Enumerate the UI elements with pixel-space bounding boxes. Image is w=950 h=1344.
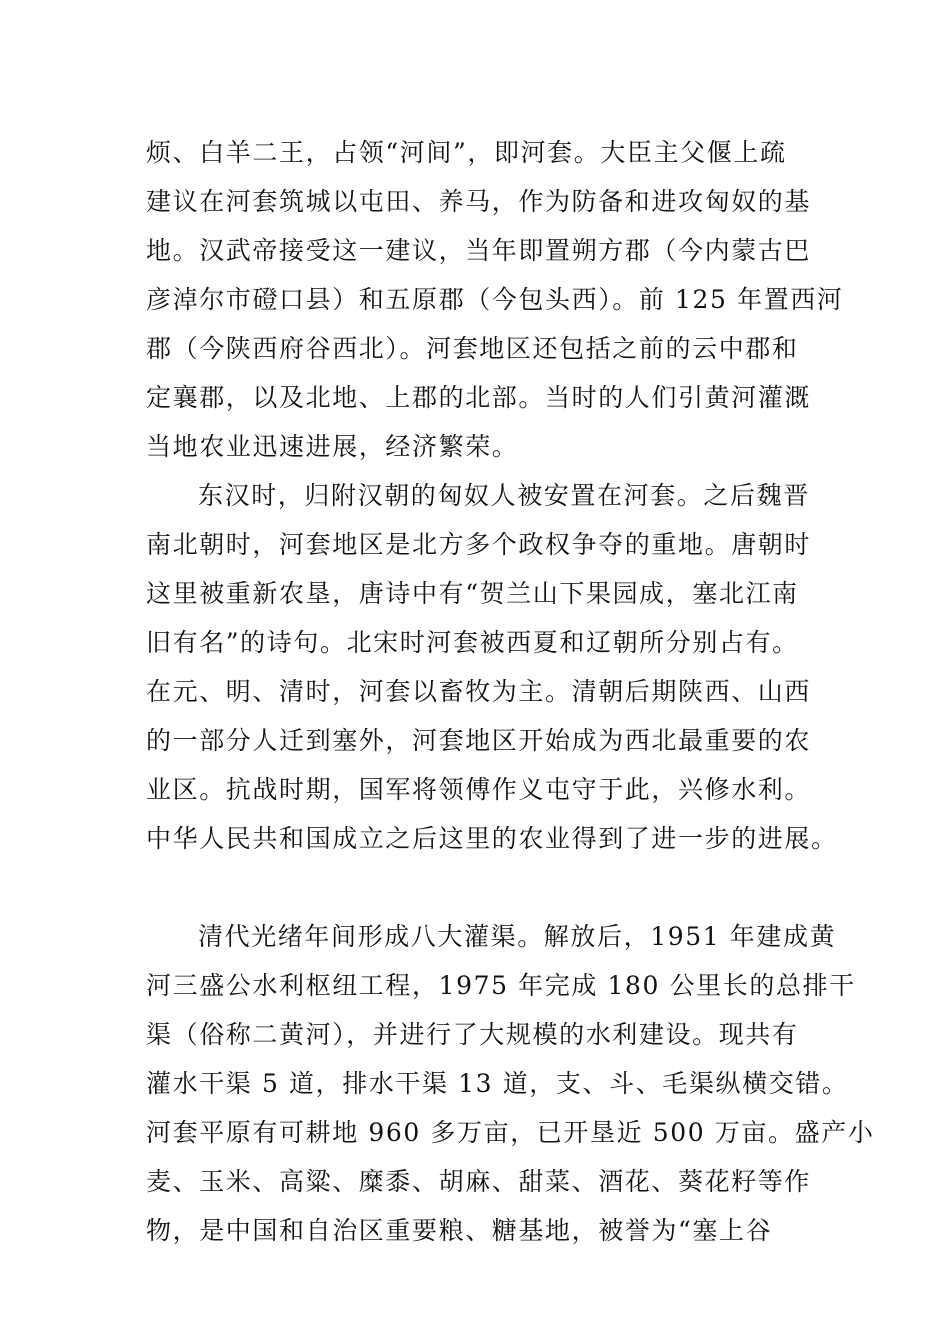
text-line: 南北朝时，河套地区是北方多个政权争夺的重地。唐朝时 (146, 530, 812, 559)
text-line (146, 863, 808, 912)
text-line: 业区。抗战时期，国军将领傅作义屯守于此，兴修水利。 (146, 775, 812, 804)
text-line-first: 清代光绪年间形成八大灌渠。解放后，1951 年建成黄 (198, 922, 837, 951)
text-line-first: 东汉时，归附汉朝的匈奴人被安置在河套。之后魏晋 (198, 481, 810, 510)
text-line: 烦、白羊二王，占领“河间”，即河套。大臣主父偃上疏 (146, 138, 787, 167)
text-line: 地。汉武帝接受这一建议，当年即置朔方郡（今内蒙古巴 (146, 236, 812, 265)
text-line: 中华人民共和国成立之后这里的农业得到了进一步的进展。 (146, 824, 838, 853)
text-line: 定襄郡，以及北地、上郡的北部。当时的人们引黄河灌溉 (146, 383, 812, 412)
text-line: 河套平原有可耕地 960 多万亩，已开垦近 500 万亩。盛产小 (146, 1118, 875, 1147)
text-line: 旧有名”的诗句。北宋时河套被西夏和辽朝所分别占有。 (146, 628, 799, 657)
text-line: 灌水干渠 5 道，排水干渠 13 道，支、斗、毛渠纵横交错。 (146, 1069, 849, 1098)
text-line: 麦、玉米、高粱、糜黍、胡麻、甜菜、酒花、葵花籽等作 (146, 1167, 812, 1196)
text-line: 的一部分人迁到塞外，河套地区开始成为西北最重要的农 (146, 726, 812, 755)
text-line: 这里被重新农垦，唐诗中有“贺兰山下果园成，塞北江南 (146, 579, 799, 608)
text-line: 彦淖尔市磴口县）和五原郡（今包头西）。前 125 年置西河 (146, 285, 844, 314)
text-line: 河三盛公水利枢纽工程，1975 年完成 180 公里长的总排干 (146, 971, 856, 1000)
text-line: 当地农业迅速进展，经济繁荣。 (146, 432, 519, 461)
text-line: 物，是中国和自治区重要粮、糖基地，被誉为“塞上谷 (146, 1216, 773, 1245)
text-line: 建议在河套筑城以屯田、养马，作为防备和进攻匈奴的基 (146, 187, 812, 216)
document-body (146, 128, 875, 1255)
text-line: 在元、明、清时，河套以畜牧为主。清朝后期陕西、山西 (146, 677, 812, 706)
text-line: 郡（今陕西府谷西北）。河套地区还包括之前的云中郡和 (146, 334, 799, 363)
text-line: 渠（俗称二黄河），并进行了大规模的水利建设。现共有 (146, 1020, 799, 1049)
